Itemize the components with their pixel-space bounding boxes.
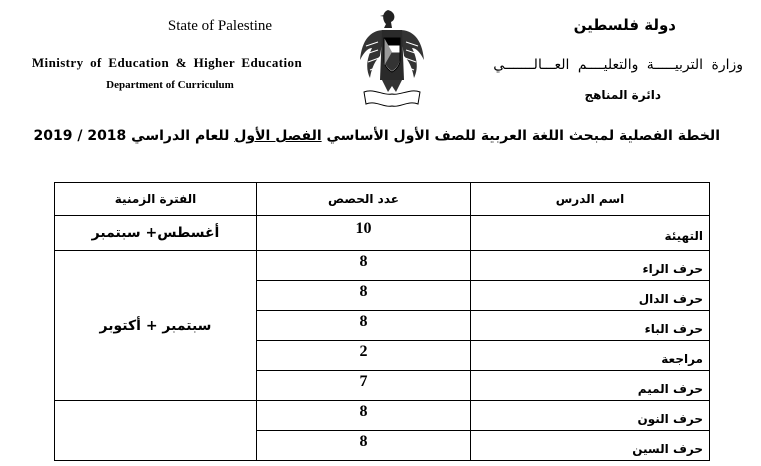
document-title [33, 128, 720, 144]
time-period-cell [55, 401, 257, 461]
english-state-name: State of Palestine [167, 18, 273, 34]
table-row [55, 216, 710, 251]
time-period-cell: أغسطس+ سبتمبر [55, 216, 257, 251]
table-header-row [55, 183, 710, 216]
lesson-name-cell: حرف السين [471, 431, 710, 461]
lesson-count-cell: 8 [257, 401, 471, 431]
lesson-name-cell: حرف النون [471, 401, 710, 431]
lesson-name-cell: حرف الدال [471, 281, 710, 311]
header-lesson-name: اسم الدرس [471, 183, 710, 216]
lesson-count-cell: 7 [257, 371, 471, 401]
lesson-count-cell: 10 [257, 216, 471, 251]
lesson-name-cell: حرف الباء [471, 311, 710, 341]
palestine-eagle-emblem-icon [358, 8, 426, 114]
table-row [55, 251, 710, 281]
header-lesson-count: عدد الحصص [257, 183, 471, 216]
title-part-2: للعام الدراسي 2018 / 2019 [33, 128, 235, 144]
lesson-name-cell: حرف الراء [471, 251, 710, 281]
header-time-period: الفترة الزمنية [55, 183, 257, 216]
table-row [55, 401, 710, 431]
lesson-count-cell: 8 [257, 251, 471, 281]
arabic-department-name: دائرة المناهج [584, 88, 661, 102]
time-period-cell: سبتمبر + أكتوبر [55, 251, 257, 401]
lesson-count-cell: 8 [257, 281, 471, 311]
lesson-name-cell: مراجعة [471, 341, 710, 371]
arabic-state-name: دولة فلسطين [573, 16, 676, 34]
arabic-ministry-name: وزارة التربيـــــة والتعليــــم العـــالـــــــي [493, 57, 743, 73]
lesson-name-cell: التهيئة [471, 216, 710, 251]
lesson-count-cell: 2 [257, 341, 471, 371]
title-part-1: الخطة الفصلية لمبحث اللغة العربية للصف الأول الأساسي [321, 128, 720, 144]
english-department-name: Department of Curriculum [106, 79, 234, 91]
title-semester-underlined: الفصل الأول [234, 128, 322, 144]
english-ministry-name: Ministry of Education & Higher Education [31, 55, 303, 70]
semester-plan-table [54, 182, 710, 461]
lesson-name-cell: حرف الميم [471, 371, 710, 401]
lesson-count-cell: 8 [257, 311, 471, 341]
lesson-count-cell: 8 [257, 431, 471, 461]
